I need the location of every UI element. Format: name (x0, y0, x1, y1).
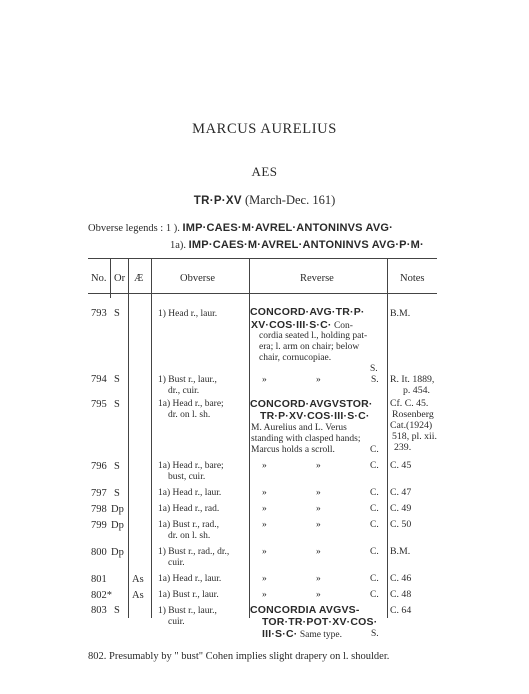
legend-line-2 (170, 239, 424, 251)
row-799-notes: C. 50 (390, 519, 412, 530)
row-796-or: S (114, 461, 120, 472)
row-796-obverse-2: bust, cuir. (168, 472, 206, 482)
row-798-notes: C. 49 (390, 503, 412, 514)
page-title: MARCUS AURELIUS (192, 121, 337, 137)
row-795-reverse-caps-1: CONCORD·AVGVSTOR· (250, 398, 373, 410)
row-796-reverse-mark: C. (370, 461, 379, 471)
row-795-notes-1: Cf. C. 45. (390, 398, 429, 409)
row-795-reverse-line-1: M. Aurelius and L. Verus (251, 423, 347, 433)
row-795-reverse-line-3: Marcus holds a scroll. (251, 445, 335, 455)
legend-label-2: 1a). (170, 240, 187, 251)
row-800-reverse-ditto-2: » (316, 547, 321, 557)
row-795-notes-4: 518, pl. xii. (392, 431, 437, 442)
row-793-reverse-mark: S. (370, 364, 378, 374)
row-799-obverse-1: 1a) Bust r., rad., (158, 520, 219, 530)
page-subtitle: AES (251, 164, 278, 179)
row-802-reverse-ditto-2: » (316, 590, 321, 600)
row-795-obverse-2: dr. on l. sh. (168, 410, 211, 420)
row-793-reverse-line-4: chair, cornucopiae. (259, 353, 332, 363)
row-800-reverse-ditto-1: » (262, 547, 267, 557)
row-801-reverse-ditto-2: » (316, 574, 321, 584)
row-801-ae: As (132, 574, 144, 585)
row-802-no: 802* (91, 590, 112, 601)
row-799-reverse-ditto-2: » (316, 520, 321, 530)
row-794-obverse-1: 1) Bust r., laur., (158, 375, 217, 385)
row-797-notes: C. 47 (390, 487, 412, 498)
row-793-reverse-line-3: era; l. arm on chair; below (259, 342, 360, 352)
row-799-reverse-ditto-1: » (262, 520, 267, 530)
row-803-reverse-caps-3: III·S·C· (262, 628, 298, 640)
row-794-reverse-mark: S. (371, 375, 379, 385)
section-suffix: (March-Dec. 161) (241, 193, 336, 207)
row-801-obverse: 1a) Head r., laur. (158, 574, 222, 584)
row-803-or: S (114, 605, 120, 616)
col-header-no: No. (91, 273, 107, 284)
row-797-reverse-mark: C. (370, 488, 379, 498)
row-793-obverse: 1) Head r., laur. (158, 309, 218, 319)
row-795-notes-3: Cat.(1924) (390, 420, 433, 431)
row-793-reverse-con: Con- (333, 321, 353, 331)
row-797-or: S (114, 488, 120, 499)
col-divider-ae (151, 258, 152, 618)
row-793-reverse-caps: CONCORD·AVG·TR·P· (250, 306, 365, 318)
row-794-or: S (114, 374, 120, 385)
row-793-reverse-caps-2: XV·COS·III·S·C· (251, 319, 332, 331)
row-796-reverse-ditto-2: » (316, 461, 321, 471)
row-797-reverse-ditto-1: » (262, 488, 267, 498)
row-794-reverse-ditto-1: » (262, 375, 267, 385)
row-794-notes-1: R. It. 1889, (390, 374, 435, 385)
col-header-obverse: Obverse (180, 273, 215, 284)
row-802-ae: As (132, 590, 144, 601)
row-798-reverse-ditto-2: » (316, 504, 321, 514)
legend-text-2: IMP·CAES·M·AVREL·ANTONINVS AVG·P·M· (188, 239, 424, 251)
row-802-notes: C. 48 (390, 589, 412, 600)
legend-label: Obverse legends : 1 ). (88, 223, 180, 234)
row-800-obverse-2: cuir. (168, 558, 185, 568)
row-798-reverse-ditto-1: » (262, 504, 267, 514)
row-801-no: 801 (91, 574, 107, 585)
row-795-no: 795 (91, 399, 107, 410)
row-795-or: S (114, 399, 120, 410)
row-803-reverse-caps-1: CONCORDIA AVGVS- (250, 604, 360, 616)
row-799-obverse-2: dr. on l. sh. (168, 531, 211, 541)
row-799-no: 799 (91, 520, 107, 531)
row-803-reverse-same-type: Same type. (299, 630, 343, 640)
row-794-notes-2: p. 454. (403, 385, 430, 396)
row-799-reverse-mark: C. (370, 520, 379, 530)
table-top-rule (88, 258, 437, 259)
row-798-or: Dp (111, 504, 124, 515)
row-800-reverse-mark: C. (370, 547, 379, 557)
row-803-obverse-1: 1) Bust r., laur., (158, 606, 217, 616)
row-793-notes: B.M. (390, 308, 411, 319)
row-803-notes: C. 64 (390, 605, 412, 616)
row-798-obverse: 1a) Head r., rad. (158, 504, 220, 514)
col-divider-reverse (387, 258, 388, 618)
row-800-or: Dp (111, 547, 124, 558)
row-803-obverse-2: cuir. (168, 617, 185, 627)
row-793-reverse-line-1 (251, 319, 353, 331)
col-divider-or (128, 258, 129, 618)
row-800-no: 800 (91, 547, 107, 558)
row-793-reverse-line-2: cordia seated l., holding pat- (259, 331, 368, 341)
col-header-notes: Notes (400, 273, 425, 284)
row-793-no: 793 (91, 308, 107, 319)
row-800-notes: B.M. (390, 546, 411, 557)
row-803-no: 803 (91, 605, 107, 616)
row-796-obverse-1: 1a) Head r., bare; (158, 461, 224, 471)
row-794-obverse-2: dr., cuir. (168, 386, 200, 396)
row-797-no: 797 (91, 488, 107, 499)
row-802-reverse-ditto-1: » (262, 590, 267, 600)
row-797-reverse-ditto-2: » (316, 488, 321, 498)
col-header-reverse: Reverse (300, 273, 334, 284)
row-802-reverse-mark: C. (370, 590, 379, 600)
row-801-notes: C. 46 (390, 573, 412, 584)
row-803-reverse-line-3 (262, 628, 342, 640)
row-793-or: S (114, 308, 120, 319)
row-801-reverse-mark: C. (370, 574, 379, 584)
row-795-notes-2: Rosenberg (392, 409, 434, 420)
row-796-notes: C. 45 (390, 460, 412, 471)
row-796-no: 796 (91, 461, 107, 472)
table-header-rule (88, 293, 437, 294)
row-795-obverse-1: 1a) Head r., bare; (158, 399, 224, 409)
section-heading (0, 193, 529, 208)
row-795-reverse-line-2: standing with clasped hands; (251, 434, 361, 444)
row-798-reverse-mark: C. (370, 504, 379, 514)
row-803-reverse-caps-2: TOR·TR·POT·XV·COS· (262, 616, 378, 628)
col-header-ae: Æ (134, 273, 144, 284)
section-prefix: TR·P·XV (193, 195, 242, 207)
col-divider-no (110, 258, 111, 298)
row-796-reverse-ditto-1: » (262, 461, 267, 471)
row-797-obverse: 1a) Head r., laur. (158, 488, 222, 498)
row-801-reverse-ditto-1: » (262, 574, 267, 584)
row-795-notes-5: 239. (394, 442, 412, 453)
row-795-reverse-caps-2: TR·P·XV·COS·III·S·C· (260, 410, 370, 422)
row-802-obverse: 1a) Bust r., laur. (158, 590, 219, 600)
legend-text-1: IMP·CAES·M·AVREL·ANTONINVS AVG· (182, 222, 393, 234)
row-794-reverse-ditto-2: » (316, 375, 321, 385)
footnote: 802. Presumably by " bust" Cohen implies slight drapery on l. shoulder. (88, 651, 390, 662)
col-header-or: Or (114, 273, 126, 284)
row-798-no: 798 (91, 504, 107, 515)
row-803-reverse-mark: S. (371, 629, 379, 639)
row-799-or: Dp (111, 520, 124, 531)
row-800-obverse-1: 1) Bust r., rad., dr., (158, 547, 230, 557)
row-795-reverse-mark: C. (370, 445, 379, 455)
row-794-no: 794 (91, 374, 107, 385)
legend-line-1 (88, 222, 393, 234)
